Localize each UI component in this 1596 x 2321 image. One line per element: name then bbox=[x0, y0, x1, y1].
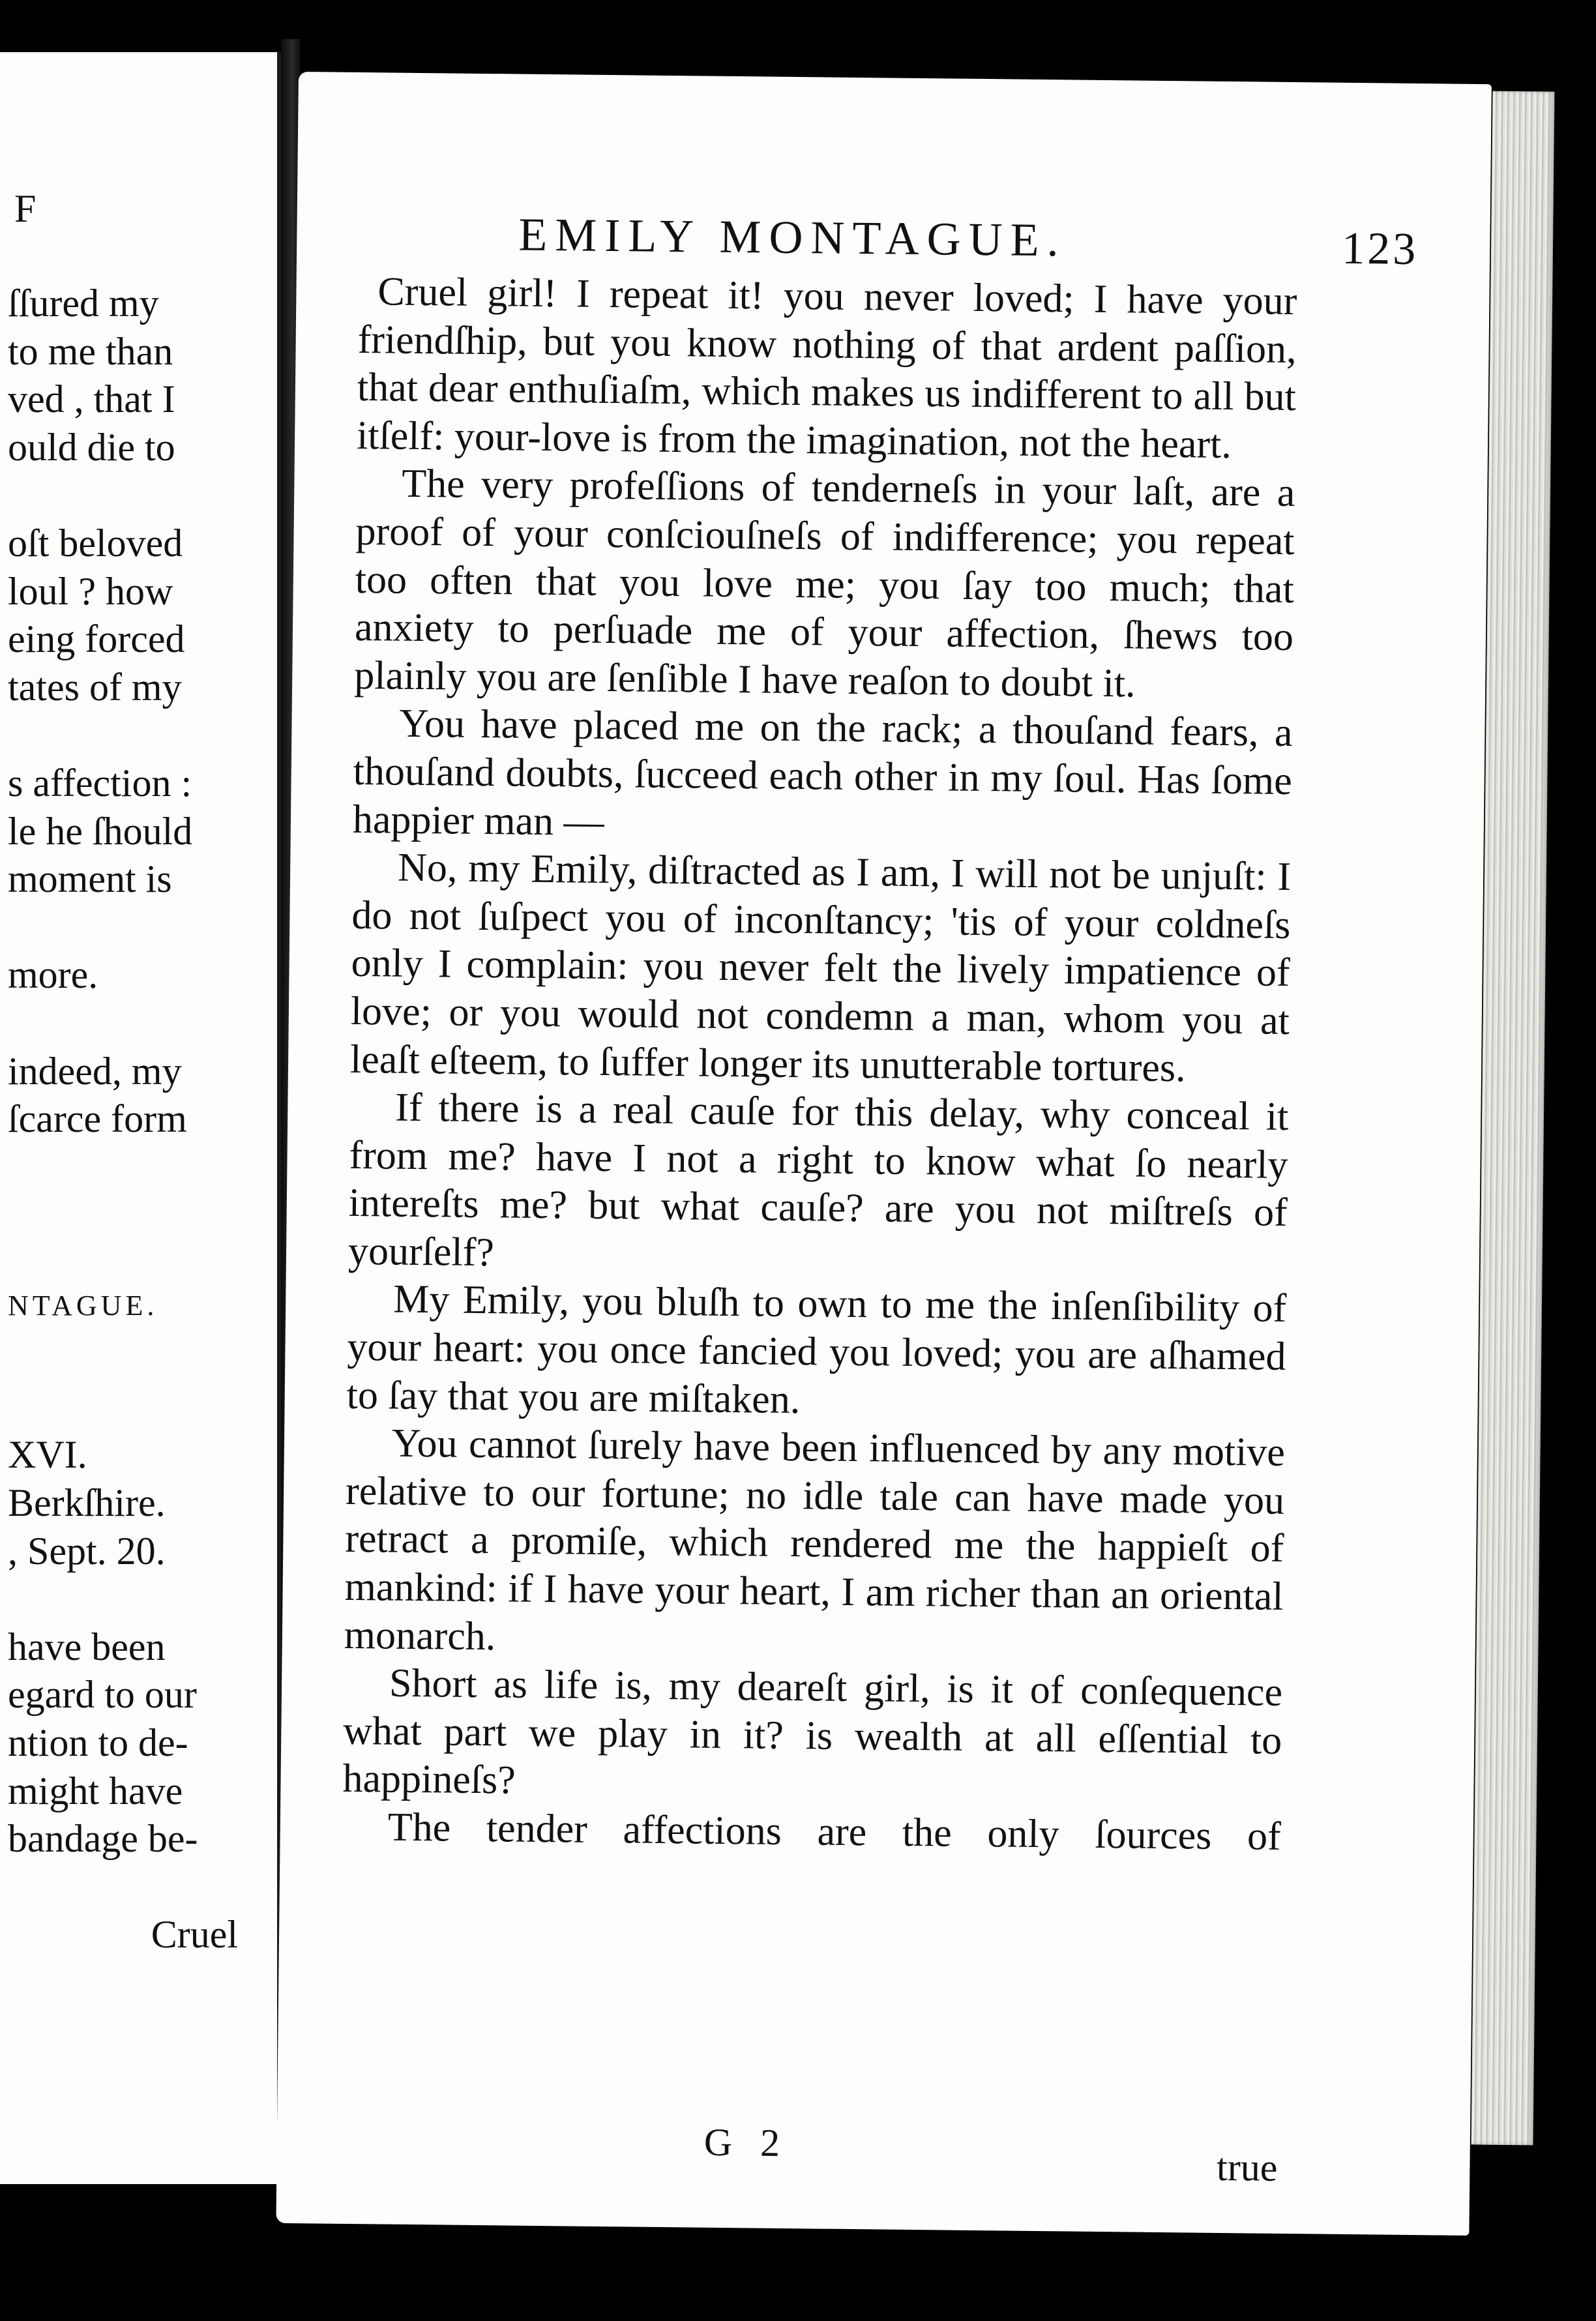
left-page-line: ould die to bbox=[8, 425, 175, 469]
paragraph: No, my Emily, diſtracted as I am, I will not be unjuſt: I do not ſuſpect you of inconſtancy; 'tis of your coldneſs only I complain: you never felt the lively impatience of love; or you would not condemn a man, whom you at leaſt eſteem, to ſuffer longer its unutterable tortures. bbox=[349, 845, 1292, 1090]
paragraph: You cannot ſurely have been influenced by any motive relative to our fortune; no idle tale can have made you retract a promiſe, which rendered me the happieſt of mankind: if I have your heart, I am richer than an oriental monarch. bbox=[344, 1421, 1286, 1659]
left-page-line: egard to our bbox=[8, 1673, 197, 1717]
left-page-line: loul ? how bbox=[8, 569, 173, 613]
left-page-line: NTAGUE. bbox=[8, 1289, 158, 1322]
left-page-line: ved , that I bbox=[8, 377, 175, 421]
paragraph: If there is a real cauſe for this delay, why conceal it from me? have I not a right to know what ſo nearly intereſts me? but what cauſe? are you not miſtreſs of yourſelf? bbox=[347, 1085, 1289, 1275]
left-page-line: oſt beloved bbox=[8, 522, 183, 565]
left-page-line: Cruel bbox=[151, 1913, 238, 1957]
left-page-header: F bbox=[14, 187, 37, 230]
left-page-line: to me than bbox=[8, 329, 173, 373]
left-page-line: moment is bbox=[8, 857, 172, 901]
body-text bbox=[342, 268, 1297, 1861]
catchword: true bbox=[1216, 2145, 1278, 2189]
paragraph: You have placed me on the rack; a thouſand fears, a thouſand doubts, ſucceed each other in my ſoul. Has ſome happier man — bbox=[352, 702, 1293, 844]
right-page bbox=[276, 72, 1491, 2236]
running-title: EMILY MONTAGUE. bbox=[518, 208, 1067, 267]
left-page-line: tates of my bbox=[8, 665, 182, 709]
left-page-line: XVI. bbox=[8, 1433, 87, 1477]
page-number: 123 bbox=[1341, 223, 1419, 274]
left-page-line: Berkſhire. bbox=[8, 1481, 166, 1524]
paragraph: The tender affections are the only ſources of bbox=[387, 1805, 1282, 1859]
left-page-line: more. bbox=[8, 953, 98, 997]
left-page bbox=[0, 52, 281, 2184]
paragraph: Short as life is, my deareſt girl, is it of conſequence what part we play in it? is wealth at all eſſential to happineſs? bbox=[342, 1661, 1283, 1803]
paragraph: Cruel girl! I repeat it! you never loved; I have your friendſhip, but you know nothing of that ardent paſſion, that dear enthuſiaſm, which makes us indifferent to all but itſelf: your-love is from the imagination, not the heart. bbox=[356, 269, 1297, 467]
left-page-line: have been bbox=[8, 1625, 166, 1668]
left-page-line: might have bbox=[8, 1769, 183, 1812]
left-page-line: ntion to de- bbox=[8, 1721, 188, 1764]
left-page-line: , Sept. 20. bbox=[8, 1529, 166, 1573]
left-page-line: indeed, my bbox=[8, 1049, 182, 1093]
paragraph: The very profeſſions of tenderneſs in your laſt, are a proof of your conſciouſneſs of indifference; you repeat too often that you love me; you ſay too much; that anxiety to perſuade me of your affection, ſhews too plainly you are ſenſible I have reaſon to doubt it. bbox=[353, 462, 1295, 706]
left-page-line: ſſured my bbox=[8, 282, 159, 325]
page-footer bbox=[338, 2116, 1278, 2189]
left-page-line: ſcarce form bbox=[8, 1097, 187, 1141]
left-page-line: s affection : bbox=[8, 761, 192, 805]
paragraph: My Emily, you bluſh to own to me the inſenſibility of your heart: you once fancied you loved; you are aſhamed to ſay that you are miſtaken. bbox=[346, 1277, 1287, 1422]
left-page-line: bandage be- bbox=[8, 1817, 198, 1861]
left-page-line: le he ſhould bbox=[8, 809, 193, 853]
left-page-text bbox=[0, 52, 277, 2184]
left-page-line: eing forced bbox=[8, 617, 185, 661]
signature-mark: G 2 bbox=[703, 2120, 790, 2165]
